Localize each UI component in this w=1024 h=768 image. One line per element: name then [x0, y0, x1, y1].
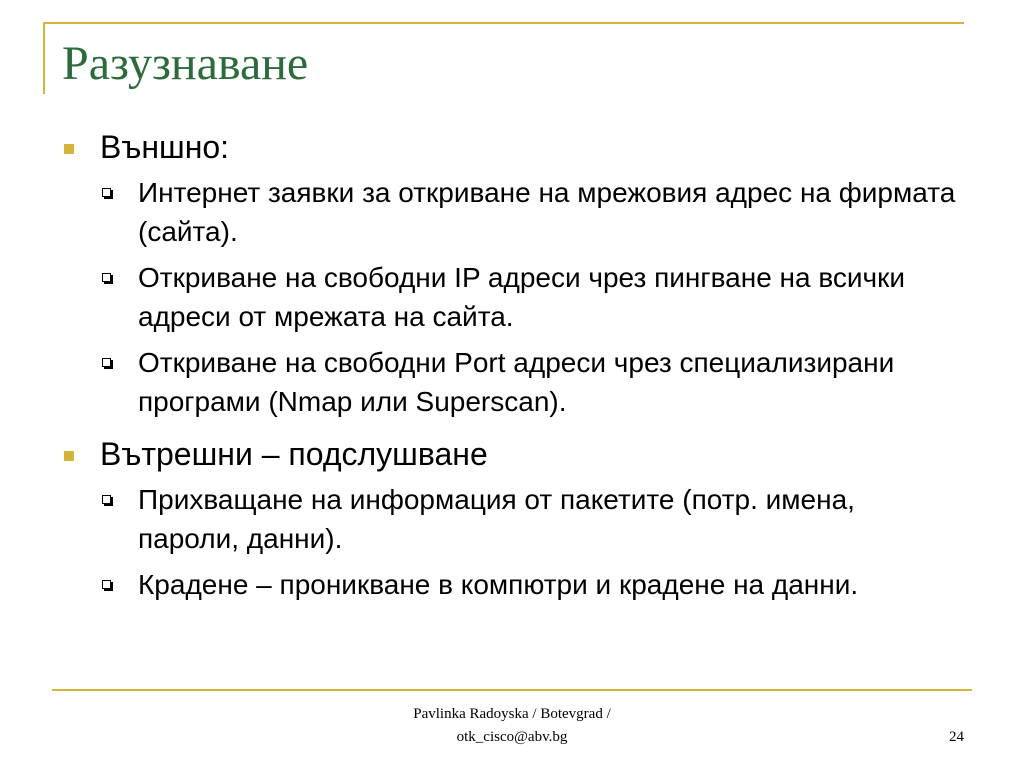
bullet-level1: [62, 435, 962, 473]
hollow-square-bullet-icon: [102, 495, 111, 504]
hollow-square-bullet-icon: [102, 273, 111, 282]
section-internal: [62, 435, 962, 604]
bullet-level2: [62, 565, 962, 604]
square-bullet-icon: [64, 451, 74, 461]
bullet-level2: [62, 343, 962, 421]
hollow-square-bullet-icon: [102, 580, 111, 589]
frame-left-rule: [43, 22, 45, 94]
slide-content: [62, 128, 962, 604]
square-bullet-icon: [64, 144, 74, 154]
page-number: 24: [949, 729, 964, 745]
footer-author: [312, 703, 712, 749]
section-external: [62, 128, 962, 421]
hollow-square-bullet-icon: [102, 188, 111, 197]
slide-title: Разузнаване: [62, 37, 309, 90]
bullet-level2: [62, 258, 962, 336]
bullet-level2: [62, 173, 962, 251]
footer-rule: [52, 689, 972, 691]
bullet-text: Откриване на свободни Port адреси чрез специализирани програми (Nmap или Superscan).: [138, 347, 895, 417]
hollow-square-bullet-icon: [102, 358, 111, 367]
bullet-text: Интернет заявки за откриване на мрежовия адрес на фирмата (сайта).: [138, 177, 956, 247]
section-heading: Вътрешни – подслушване: [100, 436, 488, 472]
footer-email: otk_cisco@abv.bg: [456, 729, 568, 745]
bullet-text: Крадене – проникване в компютри и крадене на данни.: [138, 569, 859, 600]
footer-author-line: Pavlinka Radoyska / Botevgrad /: [413, 706, 611, 722]
section-heading: Външно:: [100, 129, 230, 165]
bullet-text: Откриване на свободни IP адреси чрез пингване на всички адреси от мрежата на сайта.: [138, 262, 906, 332]
bullet-level1: [62, 128, 962, 166]
bullet-text: Прихващане на информация от пакетите (потр. имена, пароли, данни).: [138, 484, 855, 554]
frame-top-rule: [43, 22, 964, 24]
bullet-level2: [62, 480, 962, 558]
